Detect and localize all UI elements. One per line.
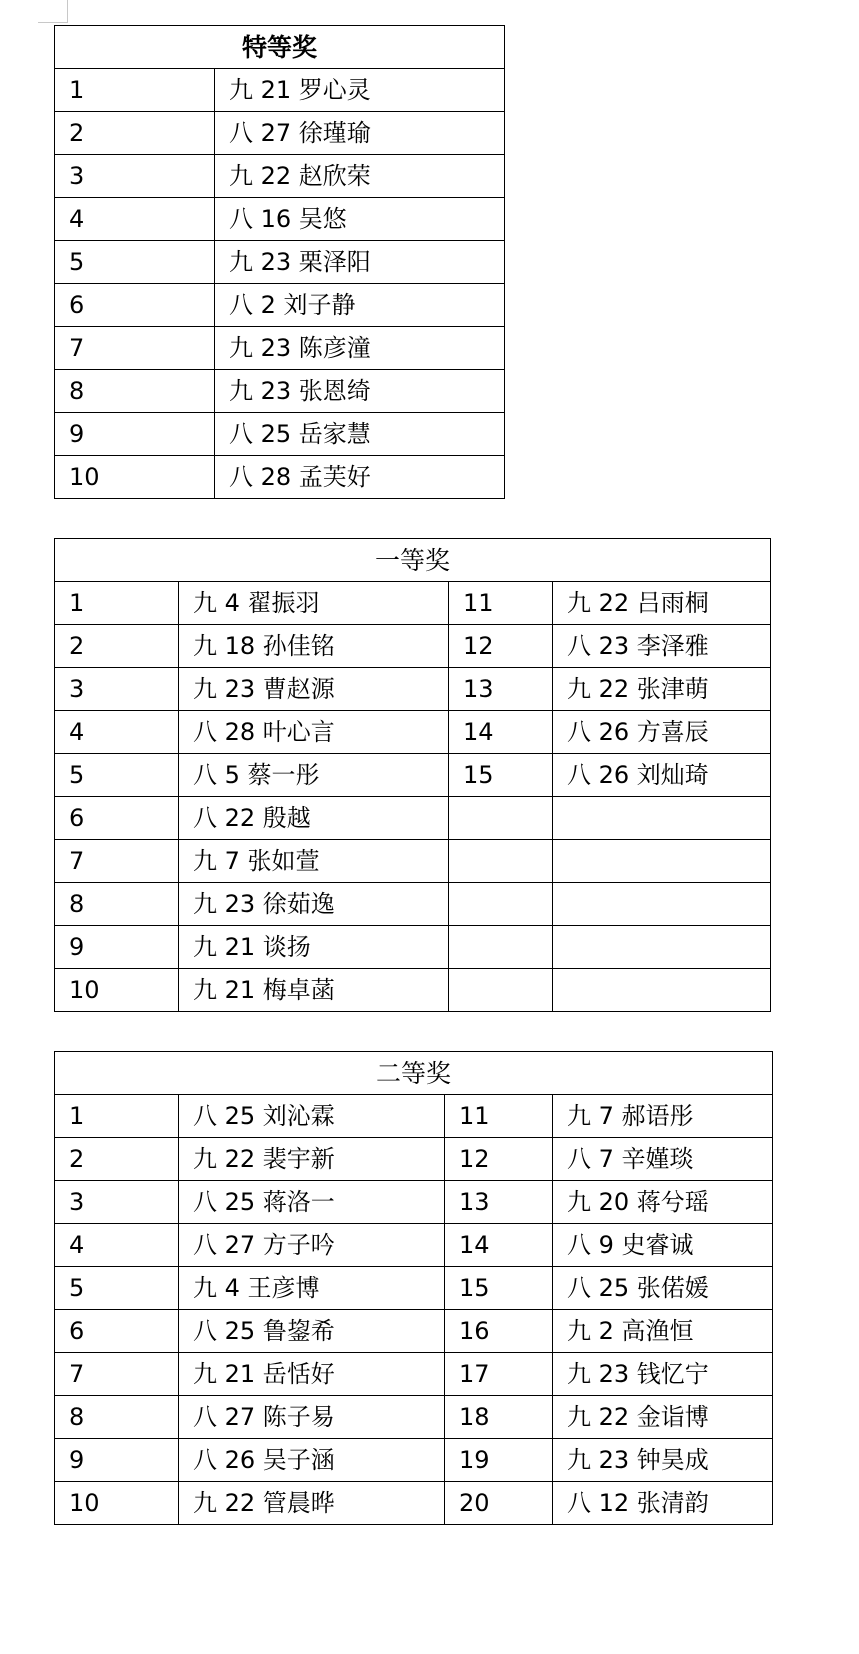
student-cell: 九 23 陈彦潼	[215, 327, 505, 370]
rank-cell	[449, 969, 553, 1012]
student-cell: 九 23 张恩绮	[215, 370, 505, 413]
student-cell: 九 23 栗泽阳	[215, 241, 505, 284]
rank-cell: 4	[55, 198, 215, 241]
first-award-title: 一等奖	[55, 539, 771, 582]
table-row	[55, 1181, 773, 1224]
table-row	[55, 456, 505, 499]
student-cell: 八 28 叶心言	[179, 711, 449, 754]
rank-cell: 9	[55, 413, 215, 456]
student-cell: 八 9 史睿诚	[553, 1224, 773, 1267]
special-award-table	[54, 25, 505, 499]
student-cell: 八 22 殷越	[179, 797, 449, 840]
table-row	[55, 284, 505, 327]
student-cell: 八 27 陈子易	[179, 1396, 445, 1439]
table-row	[55, 1482, 773, 1525]
table-row	[55, 926, 771, 969]
rank-cell: 7	[55, 327, 215, 370]
rank-cell: 14	[449, 711, 553, 754]
rank-cell: 3	[55, 1181, 179, 1224]
rank-cell: 3	[55, 155, 215, 198]
student-cell	[553, 926, 771, 969]
rank-cell	[449, 926, 553, 969]
student-cell	[553, 797, 771, 840]
first-award-table	[54, 538, 771, 1012]
student-cell: 九 18 孙佳铭	[179, 625, 449, 668]
rank-cell: 9	[55, 1439, 179, 1482]
student-cell: 八 16 吴悠	[215, 198, 505, 241]
rank-cell: 2	[55, 625, 179, 668]
student-cell: 九 21 岳恬好	[179, 1353, 445, 1396]
rank-cell: 12	[445, 1138, 553, 1181]
student-cell: 九 23 徐茹逸	[179, 883, 449, 926]
rank-cell: 6	[55, 797, 179, 840]
rank-cell: 10	[55, 969, 179, 1012]
student-cell: 八 7 辛嫤琰	[553, 1138, 773, 1181]
table-row	[55, 1267, 773, 1310]
table-row	[55, 625, 771, 668]
rank-cell: 10	[55, 1482, 179, 1525]
student-cell: 八 27 徐瑾瑜	[215, 112, 505, 155]
second-award-table	[54, 1051, 773, 1525]
table-row	[55, 668, 771, 711]
table-row	[55, 883, 771, 926]
rank-cell: 15	[445, 1267, 553, 1310]
table-row	[55, 413, 505, 456]
page-corner-mark	[67, 0, 68, 22]
rank-cell: 5	[55, 241, 215, 284]
student-cell: 九 4 翟振羽	[179, 582, 449, 625]
rank-cell: 7	[55, 840, 179, 883]
rank-cell: 7	[55, 1353, 179, 1396]
table-row	[55, 1310, 773, 1353]
student-cell	[553, 840, 771, 883]
table-row	[55, 198, 505, 241]
table-row	[55, 754, 771, 797]
student-cell: 九 22 金诣博	[553, 1396, 773, 1439]
rank-cell: 8	[55, 883, 179, 926]
table-row	[55, 370, 505, 413]
rank-cell: 4	[55, 1224, 179, 1267]
table-row	[55, 969, 771, 1012]
rank-cell: 2	[55, 112, 215, 155]
rank-cell: 17	[445, 1353, 553, 1396]
table-row	[55, 797, 771, 840]
student-cell: 九 2 高渔恒	[553, 1310, 773, 1353]
table-header-row	[55, 539, 771, 582]
student-cell: 八 28 孟芙好	[215, 456, 505, 499]
student-cell: 八 26 刘灿琦	[553, 754, 771, 797]
rank-cell	[449, 883, 553, 926]
rank-cell: 11	[449, 582, 553, 625]
rank-cell: 8	[55, 370, 215, 413]
student-cell: 九 22 管晨晔	[179, 1482, 445, 1525]
rank-cell: 6	[55, 1310, 179, 1353]
rank-cell: 19	[445, 1439, 553, 1482]
student-cell: 八 5 蔡一彤	[179, 754, 449, 797]
table-header-row	[55, 26, 505, 69]
rank-cell: 6	[55, 284, 215, 327]
rank-cell: 8	[55, 1396, 179, 1439]
table-header-row	[55, 1052, 773, 1095]
table-row	[55, 241, 505, 284]
rank-cell: 1	[55, 1095, 179, 1138]
rank-cell: 18	[445, 1396, 553, 1439]
second-award-body	[55, 1095, 773, 1525]
rank-cell	[449, 840, 553, 883]
student-cell: 八 26 吴子涵	[179, 1439, 445, 1482]
student-cell: 九 21 谈扬	[179, 926, 449, 969]
table-row	[55, 1095, 773, 1138]
student-cell: 九 23 钟昊成	[553, 1439, 773, 1482]
student-cell	[553, 883, 771, 926]
page-corner-mark	[38, 22, 68, 23]
student-cell: 八 25 张偌媛	[553, 1267, 773, 1310]
student-cell	[553, 969, 771, 1012]
student-cell: 八 25 蒋洛一	[179, 1181, 445, 1224]
table-row	[55, 112, 505, 155]
student-cell: 九 22 裴宇新	[179, 1138, 445, 1181]
rank-cell: 9	[55, 926, 179, 969]
rank-cell: 2	[55, 1138, 179, 1181]
rank-cell	[449, 797, 553, 840]
table-row	[55, 1224, 773, 1267]
rank-cell: 14	[445, 1224, 553, 1267]
first-award-body	[55, 582, 771, 1012]
student-cell: 九 21 梅卓菡	[179, 969, 449, 1012]
student-cell: 九 23 钱忆宁	[553, 1353, 773, 1396]
table-row	[55, 1396, 773, 1439]
rank-cell: 13	[449, 668, 553, 711]
student-cell: 八 25 岳家慧	[215, 413, 505, 456]
student-cell: 九 22 张津萌	[553, 668, 771, 711]
student-cell: 九 23 曹赵源	[179, 668, 449, 711]
table-row	[55, 1138, 773, 1181]
rank-cell: 4	[55, 711, 179, 754]
rank-cell: 1	[55, 582, 179, 625]
rank-cell: 13	[445, 1181, 553, 1224]
rank-cell: 1	[55, 69, 215, 112]
rank-cell: 20	[445, 1482, 553, 1525]
table-row	[55, 327, 505, 370]
student-cell: 九 22 吕雨桐	[553, 582, 771, 625]
student-cell: 九 4 王彦博	[179, 1267, 445, 1310]
rank-cell: 5	[55, 1267, 179, 1310]
rank-cell: 11	[445, 1095, 553, 1138]
table-row	[55, 1353, 773, 1396]
student-cell: 八 23 李泽雅	[553, 625, 771, 668]
student-cell: 八 25 刘沁霖	[179, 1095, 445, 1138]
student-cell: 九 7 郝语彤	[553, 1095, 773, 1138]
student-cell: 九 20 蒋兮瑶	[553, 1181, 773, 1224]
student-cell: 八 26 方喜辰	[553, 711, 771, 754]
special-award-body	[55, 69, 505, 499]
student-cell: 八 12 张清韵	[553, 1482, 773, 1525]
table-row	[55, 155, 505, 198]
rank-cell: 3	[55, 668, 179, 711]
rank-cell: 10	[55, 456, 215, 499]
student-cell: 八 2 刘子静	[215, 284, 505, 327]
table-row	[55, 69, 505, 112]
table-row	[55, 711, 771, 754]
rank-cell: 12	[449, 625, 553, 668]
second-award-title: 二等奖	[55, 1052, 773, 1095]
rank-cell: 16	[445, 1310, 553, 1353]
student-cell: 八 27 方子吟	[179, 1224, 445, 1267]
table-row	[55, 582, 771, 625]
rank-cell: 5	[55, 754, 179, 797]
student-cell: 九 21 罗心灵	[215, 69, 505, 112]
table-row	[55, 840, 771, 883]
student-cell: 九 22 赵欣荣	[215, 155, 505, 198]
special-award-title: 特等奖	[55, 26, 505, 69]
table-row	[55, 1439, 773, 1482]
student-cell: 九 7 张如萱	[179, 840, 449, 883]
rank-cell: 15	[449, 754, 553, 797]
student-cell: 八 25 鲁鋆希	[179, 1310, 445, 1353]
